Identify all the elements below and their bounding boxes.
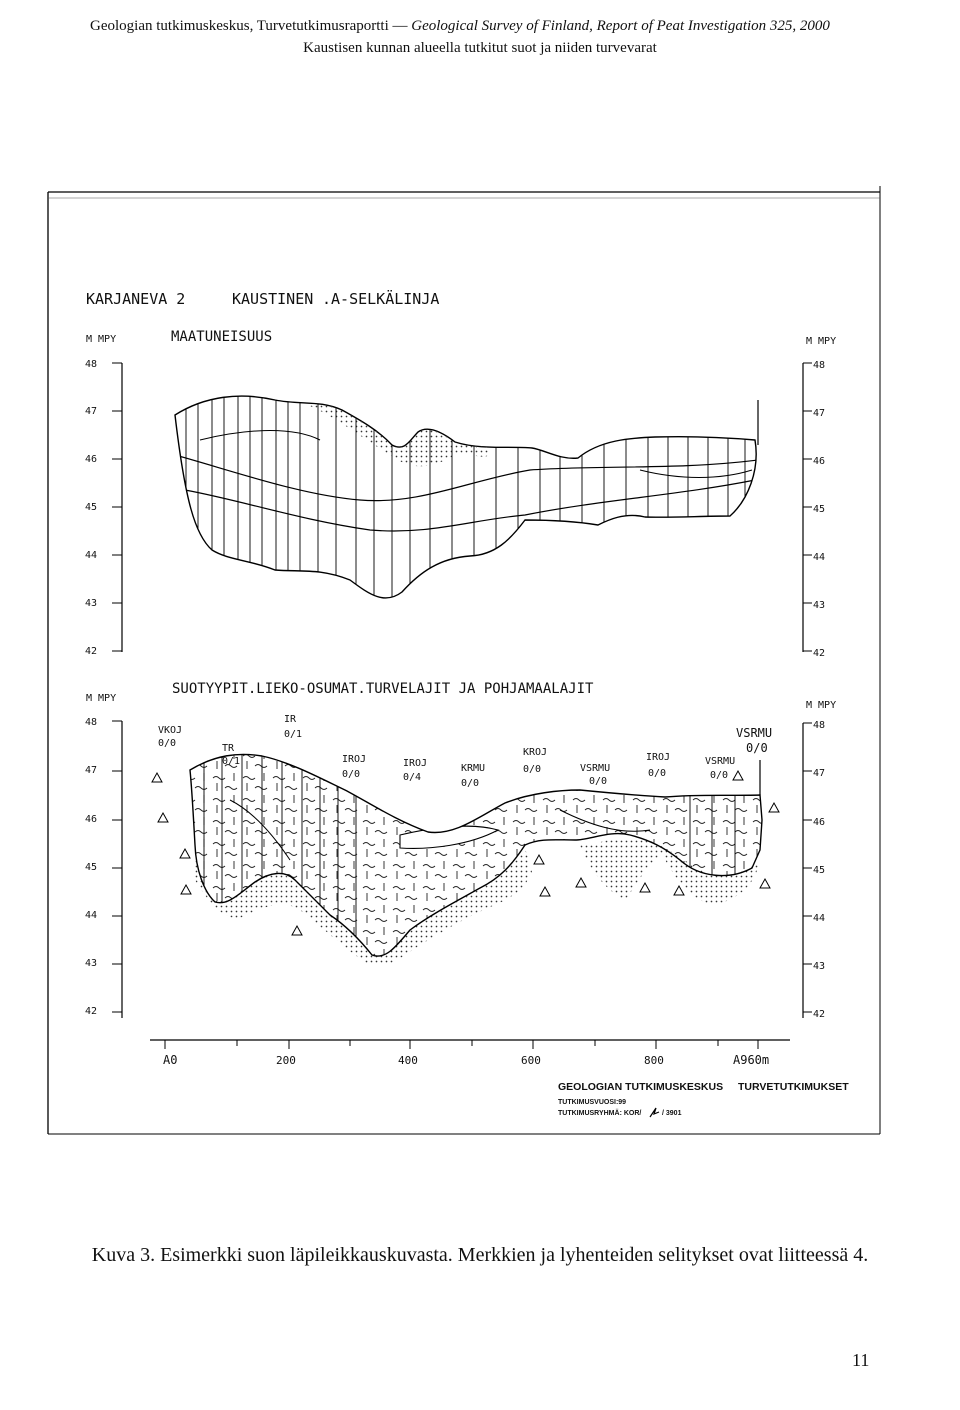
figure-title-line: .A-SELKÄLINJA bbox=[322, 290, 440, 308]
stamp-department: TURVETUTKIMUKSET bbox=[738, 1081, 849, 1093]
tick-47: 47 bbox=[813, 768, 826, 779]
stamp-code: / 3901 bbox=[662, 1110, 682, 1117]
distance-axis bbox=[150, 1040, 790, 1067]
tick-46: 46 bbox=[85, 814, 98, 825]
tick-42: 42 bbox=[813, 648, 826, 659]
site-label-type: IROJ bbox=[646, 752, 671, 763]
elevation-unit-left-bottom: M MPY bbox=[86, 693, 117, 704]
tick-45: 45 bbox=[813, 865, 826, 876]
site-label-code: 0/4 bbox=[403, 772, 422, 783]
site-label-type: VSRMU bbox=[580, 763, 611, 774]
elevation-unit-right-bottom: M MPY bbox=[806, 700, 837, 711]
tick-48: 48 bbox=[813, 360, 826, 371]
bottom-right-axis bbox=[803, 720, 825, 1020]
figure-title-bog: KARJANEVA 2 bbox=[86, 290, 186, 308]
bottom-panel-title: SUOTYYPIT.LIEKO-OSUMAT.TURVELAJIT JA POHJAMAALAJIT bbox=[172, 681, 594, 697]
signature-mark bbox=[650, 1108, 659, 1117]
tick-46: 46 bbox=[813, 456, 826, 467]
distance-tick: 800 bbox=[644, 1054, 664, 1067]
site-label-type: VSRMU bbox=[736, 726, 773, 740]
tick-42: 42 bbox=[813, 1009, 826, 1020]
stamp-group: TUTKIMUSRYHMÄ: KOR/ bbox=[558, 1110, 642, 1117]
site-label-code: 0/0 bbox=[158, 738, 177, 749]
tick-44: 44 bbox=[813, 552, 826, 563]
tick-47: 47 bbox=[85, 765, 98, 776]
series-finnish: Geologian tutkimuskeskus, Turvetutkimusraportti — bbox=[90, 18, 412, 34]
site-label-code: 0/0 bbox=[342, 769, 361, 780]
tick-47: 47 bbox=[85, 406, 98, 417]
tick-44: 44 bbox=[813, 913, 826, 924]
tick-48: 48 bbox=[85, 359, 98, 370]
site-label-code: 0/0 bbox=[461, 778, 480, 789]
series-english: Geological Survey of Finland, Report of Peat Investigation 325, 2000 bbox=[411, 18, 830, 34]
site-label-type: KRMU bbox=[461, 763, 486, 774]
top-panel-title: MAATUNEISUUS bbox=[171, 329, 273, 345]
tick-43: 43 bbox=[85, 598, 98, 609]
site-label-type: IROJ bbox=[403, 758, 428, 769]
institute-stamp bbox=[558, 1081, 849, 1117]
tick-46: 46 bbox=[813, 817, 826, 828]
site-label-code: 0/0 bbox=[523, 764, 542, 775]
figure-caption: Kuva 3. Esimerkki suon läpileikkauskuvasta. Merkkien ja lyhenteiden selitykset ovat liitteessä 4. bbox=[91, 1244, 869, 1266]
site-label-code: 0/0 bbox=[589, 776, 608, 787]
tick-44: 44 bbox=[85, 910, 98, 921]
distance-tick: 200 bbox=[276, 1054, 296, 1067]
tick-43: 43 bbox=[813, 961, 826, 972]
elevation-unit-left-top: M MPY bbox=[86, 334, 117, 345]
top-right-axis bbox=[803, 360, 825, 659]
site-label-type: KROJ bbox=[523, 747, 548, 758]
bottom-left-axis bbox=[85, 717, 122, 1018]
tick-45: 45 bbox=[85, 862, 98, 873]
elevation-unit-right-top: M MPY bbox=[806, 336, 837, 347]
site-label-type: IROJ bbox=[342, 754, 367, 765]
site-label-code: 0/0 bbox=[746, 741, 768, 755]
distance-tick: 600 bbox=[521, 1054, 541, 1067]
site-label-type: VKOJ bbox=[158, 725, 183, 736]
humification-profile bbox=[175, 380, 758, 620]
distance-tick: A960m bbox=[733, 1053, 770, 1067]
tick-42: 42 bbox=[85, 1006, 98, 1017]
tick-43: 43 bbox=[85, 958, 98, 969]
tick-48: 48 bbox=[813, 720, 826, 731]
tick-47: 47 bbox=[813, 408, 826, 419]
site-label-type: TR bbox=[222, 743, 235, 754]
stamp-year: TUTKIMUSVUOSI:99 bbox=[558, 1099, 627, 1106]
site-label-type: IR bbox=[284, 714, 297, 725]
page-number: 11 bbox=[852, 1350, 870, 1370]
running-header-title: Kaustisen kunnan alueella tutkitut suot ja niiden turvevarat bbox=[303, 40, 657, 56]
top-left-axis bbox=[85, 359, 122, 657]
tick-44: 44 bbox=[85, 550, 98, 561]
tick-42: 42 bbox=[85, 646, 98, 657]
figure-title-municipality: KAUSTINEN bbox=[232, 290, 314, 308]
tick-45: 45 bbox=[813, 504, 826, 515]
tick-45: 45 bbox=[85, 502, 98, 513]
site-label-code: 0/0 bbox=[710, 770, 729, 781]
site-label-type: VSRMU bbox=[705, 756, 736, 767]
distance-tick: A0 bbox=[163, 1053, 178, 1067]
tick-48: 48 bbox=[85, 717, 98, 728]
tick-43: 43 bbox=[813, 600, 826, 611]
site-label-code: 0/0 bbox=[648, 768, 667, 779]
peat-cross-section bbox=[180, 740, 770, 970]
distance-tick: 400 bbox=[398, 1054, 418, 1067]
tick-46: 46 bbox=[85, 454, 98, 465]
stamp-institute: GEOLOGIAN TUTKIMUSKESKUS bbox=[558, 1081, 724, 1093]
site-label-code: 0/1 bbox=[284, 729, 303, 740]
